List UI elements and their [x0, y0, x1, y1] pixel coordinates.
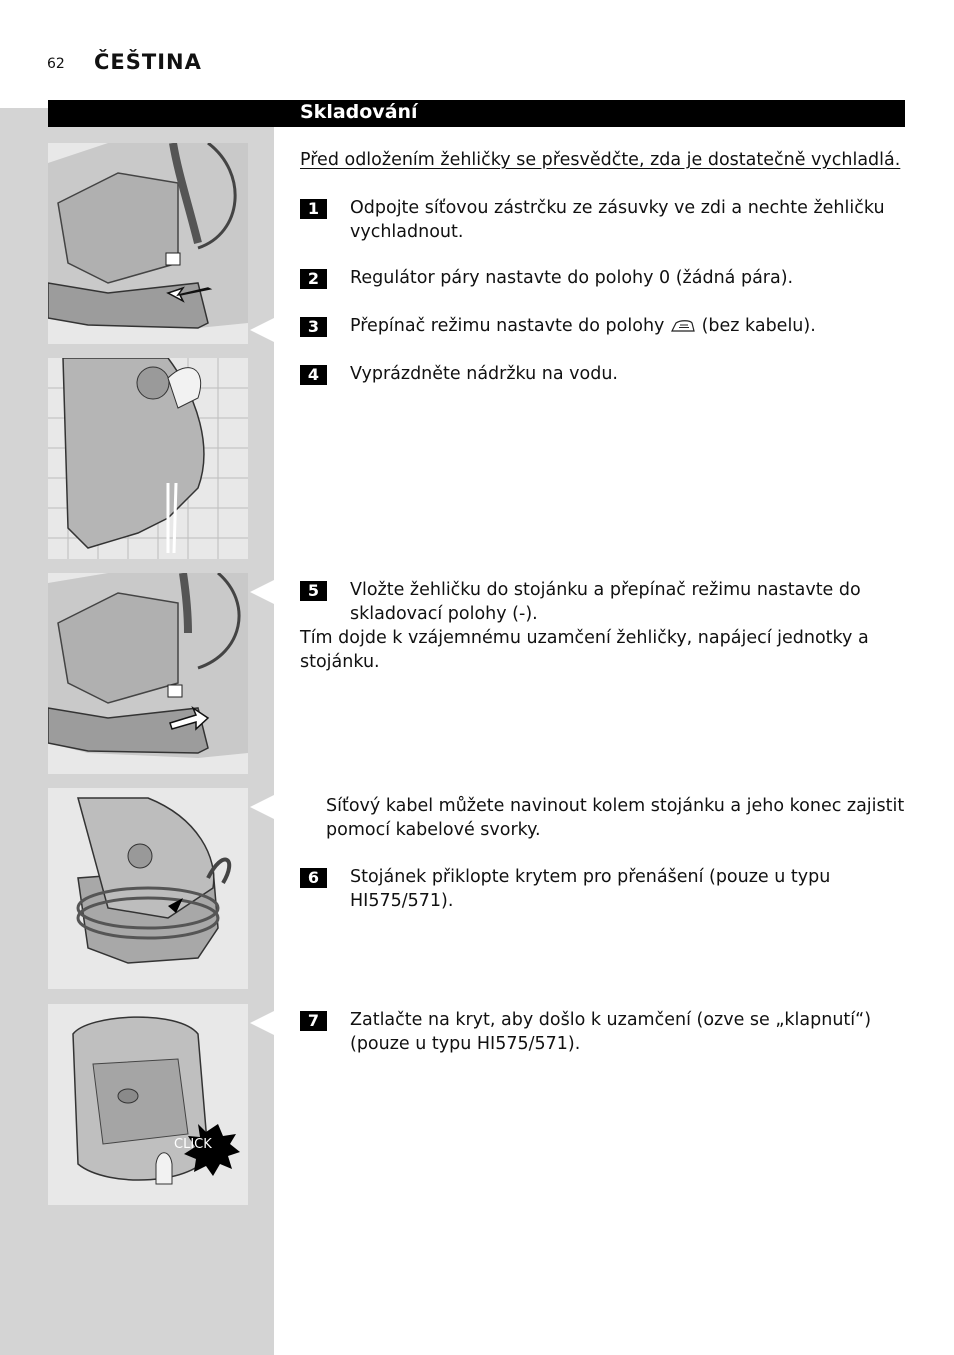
- illustration-click-cover: [48, 1004, 248, 1205]
- intro-text: Před odložením žehličky se přesvědčte, zda je dostatečně vychladlá.: [300, 150, 901, 170]
- step-number: 6: [300, 868, 327, 888]
- click-label: CLICK: [174, 1137, 212, 1152]
- step-text: Vložte žehličku do stojánku a přepínač režimu nastavte do skladovací polohy (-).: [350, 580, 861, 624]
- illustration-pointer: [250, 580, 274, 604]
- step-text-after: (bez kabelu).: [701, 316, 816, 336]
- step-text: Zatlačte na kryt, aby došlo k uzamčení (ozve se „klapnutí“) (pouze u typu HI575/571).: [350, 1010, 872, 1054]
- step-number: 5: [300, 581, 327, 601]
- illustration-pointer: [250, 318, 274, 342]
- step-text: [350, 314, 910, 338]
- illustration-pointer: [250, 1011, 274, 1035]
- step-text: Odpojte síťovou zástrčku ze zásuvky ve zdi a nechte žehličku vychladnout.: [350, 198, 885, 242]
- illustration-cord-wound: [48, 788, 248, 989]
- cable-note: Síťový kabel můžete navinout kolem stojánku a jeho konec zajistit pomocí kabelové svorky.: [326, 796, 905, 840]
- step-number: 2: [300, 269, 327, 289]
- step-number: 7: [300, 1011, 327, 1031]
- cordless-iron-icon: [670, 319, 696, 333]
- illustration-pointer: [250, 795, 274, 819]
- step-text: Regulátor páry nastavte do polohy 0 (žádná pára).: [350, 268, 794, 288]
- illustration-unplug: [48, 143, 248, 344]
- step-text-before: Přepínač režimu nastavte do polohy: [350, 316, 665, 336]
- lock-note: Tím dojde k vzájemnému uzamčení žehličky, napájecí jednotky a stojánku.: [300, 628, 869, 672]
- section-title: Skladování: [300, 101, 418, 123]
- page-number: 62: [47, 56, 65, 72]
- step-number: 4: [300, 365, 327, 385]
- section-bar: [48, 100, 905, 127]
- step-text: Vyprázdněte nádržku na vodu.: [350, 364, 618, 384]
- step-text: Stojánek přiklopte krytem pro přenášení (pouze u typu HI575/571).: [350, 867, 831, 911]
- illustration-storage-position: [48, 573, 248, 774]
- step-number: 3: [300, 317, 327, 337]
- step-number: 1: [300, 199, 327, 219]
- language-heading: ČEŠTINA: [94, 50, 202, 74]
- illustration-empty-tank: [48, 358, 248, 559]
